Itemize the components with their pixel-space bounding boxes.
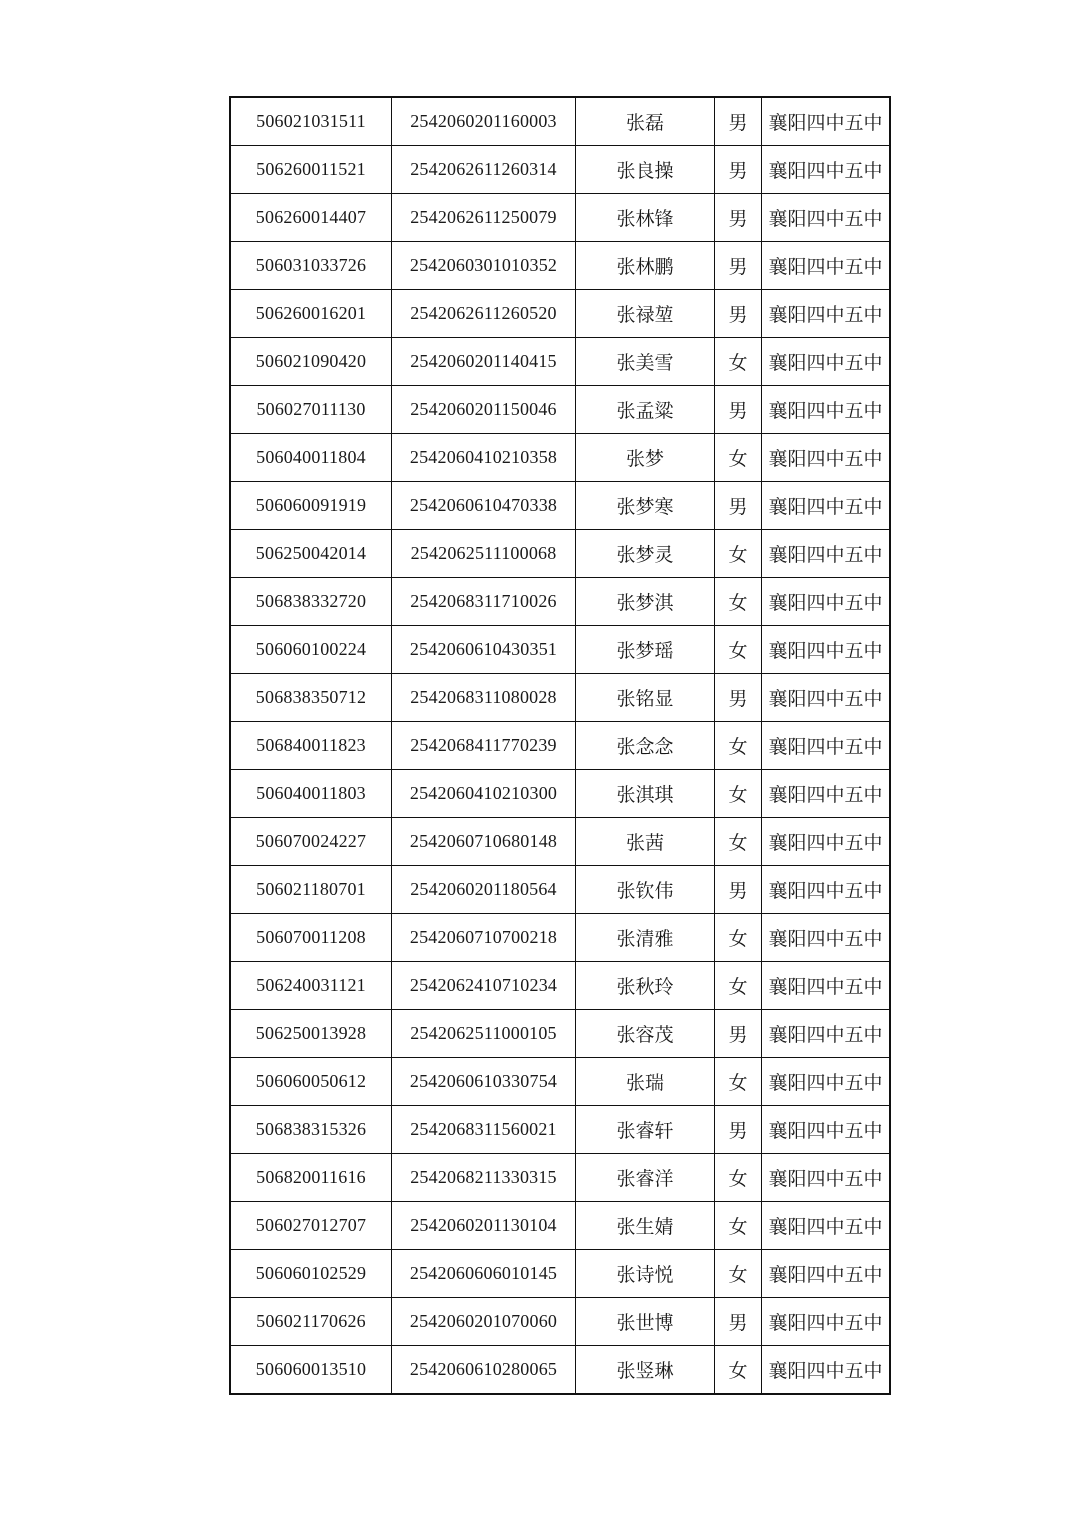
- school-cell: 襄阳四中五中: [762, 1010, 891, 1058]
- student-name-cell: 张梦瑶: [576, 626, 715, 674]
- gender-cell: 女: [715, 1154, 762, 1202]
- school-cell: 襄阳四中五中: [762, 1298, 891, 1346]
- exam-number-cell: 506060102529: [230, 1250, 392, 1298]
- school-cell: 襄阳四中五中: [762, 674, 891, 722]
- student-name-cell: 张世博: [576, 1298, 715, 1346]
- exam-number-cell: 506040011804: [230, 434, 392, 482]
- school-cell: 襄阳四中五中: [762, 1058, 891, 1106]
- id-number-cell: 2542060201160003: [392, 97, 576, 146]
- exam-number-cell: 506021031511: [230, 97, 392, 146]
- exam-number-cell: 506021170626: [230, 1298, 392, 1346]
- student-name-cell: 张铭显: [576, 674, 715, 722]
- id-number-cell: 2542068211330315: [392, 1154, 576, 1202]
- gender-cell: 男: [715, 194, 762, 242]
- table-row: [230, 434, 890, 482]
- id-number-cell: 2542060201070060: [392, 1298, 576, 1346]
- gender-cell: 男: [715, 1010, 762, 1058]
- student-name-cell: 张良操: [576, 146, 715, 194]
- id-number-cell: 2542062511100068: [392, 530, 576, 578]
- gender-cell: 女: [715, 338, 762, 386]
- table-row: [230, 97, 890, 146]
- id-number-cell: 2542062611260520: [392, 290, 576, 338]
- gender-cell: 男: [715, 386, 762, 434]
- student-name-cell: 张诗悦: [576, 1250, 715, 1298]
- roster-body: [230, 97, 890, 1394]
- school-cell: 襄阳四中五中: [762, 194, 891, 242]
- student-name-cell: 张茜: [576, 818, 715, 866]
- student-name-cell: 张秋玲: [576, 962, 715, 1010]
- school-cell: 襄阳四中五中: [762, 97, 891, 146]
- school-cell: 襄阳四中五中: [762, 578, 891, 626]
- id-number-cell: 2542068311710026: [392, 578, 576, 626]
- student-name-cell: 张林锋: [576, 194, 715, 242]
- gender-cell: 女: [715, 434, 762, 482]
- exam-number-cell: 506060050612: [230, 1058, 392, 1106]
- school-cell: 襄阳四中五中: [762, 866, 891, 914]
- id-number-cell: 2542060410210358: [392, 434, 576, 482]
- student-name-cell: 张梦寒: [576, 482, 715, 530]
- school-cell: 襄阳四中五中: [762, 1202, 891, 1250]
- school-cell: 襄阳四中五中: [762, 722, 891, 770]
- student-name-cell: 张美雪: [576, 338, 715, 386]
- exam-number-cell: 506840011823: [230, 722, 392, 770]
- school-cell: 襄阳四中五中: [762, 242, 891, 290]
- table-row: [230, 242, 890, 290]
- table-row: [230, 1106, 890, 1154]
- school-cell: 襄阳四中五中: [762, 626, 891, 674]
- id-number-cell: 2542060610430351: [392, 626, 576, 674]
- id-number-cell: 2542060710680148: [392, 818, 576, 866]
- table-row: [230, 1298, 890, 1346]
- student-name-cell: 张磊: [576, 97, 715, 146]
- school-cell: 襄阳四中五中: [762, 818, 891, 866]
- id-number-cell: 2542060201180564: [392, 866, 576, 914]
- student-roster-table: [229, 96, 891, 1395]
- student-name-cell: 张梦: [576, 434, 715, 482]
- id-number-cell: 2542060201150046: [392, 386, 576, 434]
- table-row: [230, 1250, 890, 1298]
- gender-cell: 男: [715, 97, 762, 146]
- gender-cell: 女: [715, 818, 762, 866]
- table-row: [230, 290, 890, 338]
- table-row: [230, 530, 890, 578]
- id-number-cell: 2542062511000105: [392, 1010, 576, 1058]
- table-row: [230, 1346, 890, 1395]
- student-name-cell: 张清雅: [576, 914, 715, 962]
- table-row: [230, 1154, 890, 1202]
- gender-cell: 女: [715, 722, 762, 770]
- table-row: [230, 626, 890, 674]
- student-name-cell: 张竖琳: [576, 1346, 715, 1395]
- table-row: [230, 1202, 890, 1250]
- table-row: [230, 578, 890, 626]
- table-row: [230, 194, 890, 242]
- exam-number-cell: 506838350712: [230, 674, 392, 722]
- exam-number-cell: 506027012707: [230, 1202, 392, 1250]
- id-number-cell: 2542060201130104: [392, 1202, 576, 1250]
- table-row: [230, 338, 890, 386]
- id-number-cell: 2542062611250079: [392, 194, 576, 242]
- school-cell: 襄阳四中五中: [762, 530, 891, 578]
- school-cell: 襄阳四中五中: [762, 146, 891, 194]
- id-number-cell: 2542060710700218: [392, 914, 576, 962]
- school-cell: 襄阳四中五中: [762, 914, 891, 962]
- table-row: [230, 962, 890, 1010]
- exam-number-cell: 506260014407: [230, 194, 392, 242]
- exam-number-cell: 506070011208: [230, 914, 392, 962]
- exam-number-cell: 506027011130: [230, 386, 392, 434]
- student-name-cell: 张淇琪: [576, 770, 715, 818]
- student-name-cell: 张睿洋: [576, 1154, 715, 1202]
- table-row: [230, 386, 890, 434]
- exam-number-cell: 506260016201: [230, 290, 392, 338]
- gender-cell: 男: [715, 482, 762, 530]
- student-name-cell: 张念念: [576, 722, 715, 770]
- student-name-cell: 张生婧: [576, 1202, 715, 1250]
- gender-cell: 女: [715, 1058, 762, 1106]
- exam-number-cell: 506838315326: [230, 1106, 392, 1154]
- school-cell: 襄阳四中五中: [762, 1106, 891, 1154]
- exam-number-cell: 506260011521: [230, 146, 392, 194]
- school-cell: 襄阳四中五中: [762, 1154, 891, 1202]
- student-name-cell: 张梦淇: [576, 578, 715, 626]
- student-name-cell: 张钦伟: [576, 866, 715, 914]
- exam-number-cell: 506250042014: [230, 530, 392, 578]
- student-name-cell: 张睿轩: [576, 1106, 715, 1154]
- gender-cell: 女: [715, 770, 762, 818]
- id-number-cell: 2542060301010352: [392, 242, 576, 290]
- gender-cell: 女: [715, 1250, 762, 1298]
- id-number-cell: 2542068311080028: [392, 674, 576, 722]
- exam-number-cell: 506040011803: [230, 770, 392, 818]
- gender-cell: 女: [715, 962, 762, 1010]
- id-number-cell: 2542060610330754: [392, 1058, 576, 1106]
- exam-number-cell: 506250013928: [230, 1010, 392, 1058]
- exam-number-cell: 506838332720: [230, 578, 392, 626]
- gender-cell: 男: [715, 290, 762, 338]
- id-number-cell: 2542060201140415: [392, 338, 576, 386]
- exam-number-cell: 506060091919: [230, 482, 392, 530]
- school-cell: 襄阳四中五中: [762, 338, 891, 386]
- exam-number-cell: 506820011616: [230, 1154, 392, 1202]
- table-row: [230, 722, 890, 770]
- gender-cell: 男: [715, 146, 762, 194]
- gender-cell: 女: [715, 530, 762, 578]
- id-number-cell: 2542062410710234: [392, 962, 576, 1010]
- exam-number-cell: 506060100224: [230, 626, 392, 674]
- school-cell: 襄阳四中五中: [762, 434, 891, 482]
- id-number-cell: 2542068311560021: [392, 1106, 576, 1154]
- student-name-cell: 张孟粱: [576, 386, 715, 434]
- school-cell: 襄阳四中五中: [762, 482, 891, 530]
- gender-cell: 女: [715, 626, 762, 674]
- gender-cell: 女: [715, 914, 762, 962]
- id-number-cell: 2542060606010145: [392, 1250, 576, 1298]
- gender-cell: 男: [715, 1106, 762, 1154]
- id-number-cell: 2542068411770239: [392, 722, 576, 770]
- table-row: [230, 818, 890, 866]
- table-row: [230, 1010, 890, 1058]
- school-cell: 襄阳四中五中: [762, 1250, 891, 1298]
- id-number-cell: 2542060610280065: [392, 1346, 576, 1395]
- table-row: [230, 914, 890, 962]
- student-name-cell: 张梦灵: [576, 530, 715, 578]
- gender-cell: 女: [715, 578, 762, 626]
- school-cell: 襄阳四中五中: [762, 1346, 891, 1395]
- id-number-cell: 2542060410210300: [392, 770, 576, 818]
- exam-number-cell: 506021180701: [230, 866, 392, 914]
- school-cell: 襄阳四中五中: [762, 770, 891, 818]
- gender-cell: 男: [715, 674, 762, 722]
- table-row: [230, 770, 890, 818]
- table-row: [230, 674, 890, 722]
- student-name-cell: 张瑞: [576, 1058, 715, 1106]
- school-cell: 襄阳四中五中: [762, 290, 891, 338]
- student-name-cell: 张容茂: [576, 1010, 715, 1058]
- exam-number-cell: 506031033726: [230, 242, 392, 290]
- student-name-cell: 张林鹏: [576, 242, 715, 290]
- table-row: [230, 482, 890, 530]
- table-row: [230, 1058, 890, 1106]
- id-number-cell: 2542062611260314: [392, 146, 576, 194]
- exam-number-cell: 506070024227: [230, 818, 392, 866]
- school-cell: 襄阳四中五中: [762, 386, 891, 434]
- table-row: [230, 146, 890, 194]
- gender-cell: 男: [715, 1298, 762, 1346]
- exam-number-cell: 506060013510: [230, 1346, 392, 1395]
- exam-number-cell: 506021090420: [230, 338, 392, 386]
- student-name-cell: 张禄堃: [576, 290, 715, 338]
- gender-cell: 男: [715, 242, 762, 290]
- school-cell: 襄阳四中五中: [762, 962, 891, 1010]
- gender-cell: 女: [715, 1202, 762, 1250]
- id-number-cell: 2542060610470338: [392, 482, 576, 530]
- exam-number-cell: 506240031121: [230, 962, 392, 1010]
- gender-cell: 男: [715, 866, 762, 914]
- table-row: [230, 866, 890, 914]
- gender-cell: 女: [715, 1346, 762, 1395]
